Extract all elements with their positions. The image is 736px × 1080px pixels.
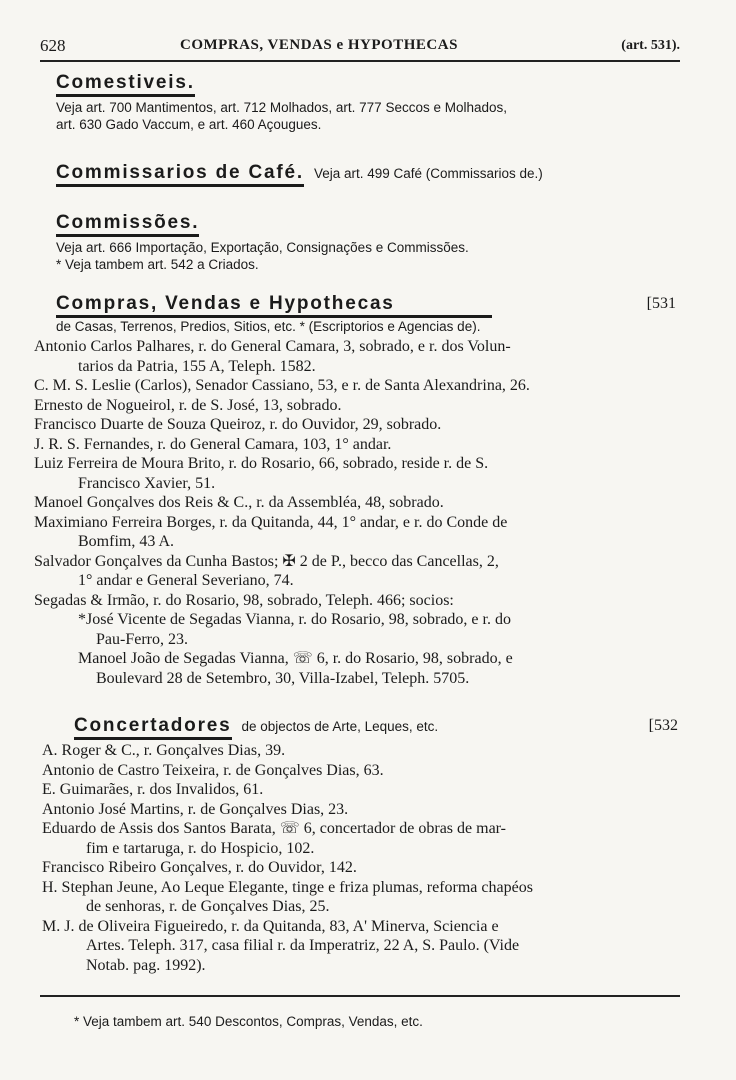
list-item-continuation: Pau-Ferro, 23.: [96, 630, 188, 648]
list-item-continuation: Boulevard 28 de Setembro, 30, Villa-Izabel, Teleph. 5705.: [96, 669, 470, 687]
compras-list: [34, 337, 680, 688]
section-commissarios: [56, 162, 676, 187]
list-item: Ernesto de Nogueirol, r. de S. José, 13, sobrado.: [34, 396, 342, 414]
list-item: A. Roger & C., r. Gonçalves Dias, 39.: [42, 742, 286, 759]
article-reference: (art. 531).: [621, 38, 680, 53]
body-line: art. 630 Gado Vaccum, e art. 460 Açougues.: [56, 117, 322, 132]
list-item: E. Guimarães, r. dos Invalidos, 61.: [42, 781, 264, 798]
section-body: [56, 239, 676, 273]
section-intro: de Casas, Terrenos, Predios, Sitios, etc. * (Escriptorios e Agencias de).: [56, 319, 481, 334]
header-rule: [40, 60, 680, 62]
list-item: Francisco Ribeiro Gonçalves, r. do Ouvidor, 142.: [42, 859, 357, 876]
list-item-continuation: de senhoras, r. de Gonçalves Dias, 25.: [86, 898, 330, 915]
body-line: Veja art. 700 Mantimentos, art. 712 Molhados, art. 777 Seccos e Molhados,: [56, 100, 508, 115]
body-line: * Veja tambem art. 542 a Criados.: [56, 257, 259, 272]
article-number: [531: [646, 295, 676, 312]
section-comestiveis: [56, 72, 676, 133]
list-item-continuation: tarios da Patria, 155 A, Teleph. 1582.: [78, 357, 316, 375]
list-subitem: Manoel João de Segadas Vianna, ☏ 6, r. do Rosario, 98, sobrado, e: [78, 650, 513, 667]
list-item-continuation: Artes. Teleph. 317, casa filial r. da Imperatriz, 22 A, S. Paulo. (Vide: [86, 937, 520, 954]
section-compras: [56, 293, 676, 335]
list-item-continuation: Notab. pag. 1992).: [86, 956, 206, 974]
section-note: de objectos de Arte, Leques, etc.: [241, 719, 439, 734]
list-item-continuation: fim e tartaruga, r. do Hospicio, 102.: [86, 839, 315, 857]
list-item: Manoel Gonçalves dos Reis & C., r. da Assembléa, 48, sobrado.: [34, 494, 444, 511]
page-number: 628: [40, 36, 66, 55]
footer-rule: [40, 995, 680, 997]
list-item: C. M. S. Leslie (Carlos), Senador Cassiano, 53, e r. de Santa Alexandrina, 26.: [34, 377, 530, 394]
list-subitem: *José Vicente de Segadas Vianna, r. do Rosario, 98, sobrado, e r. do: [78, 611, 511, 628]
section-heading: Commissarios de Café.: [56, 162, 304, 187]
section-commissoes: [56, 212, 676, 273]
article-number: [532: [648, 717, 678, 734]
list-item: Antonio José Martins, r. de Gonçalves Dias, 23.: [42, 800, 349, 818]
section-heading: Concertadores: [74, 715, 232, 740]
body-line: Veja art. 666 Importação, Exportação, Consignações e Commissões.: [56, 240, 469, 255]
list-item: Salvador Gonçalves da Cunha Bastos; ✠ 2 de P., becco das Cancellas, 2,: [34, 552, 499, 570]
footnote: * Veja tambem art. 540 Descontos, Compras, Vendas, etc.: [74, 1014, 423, 1029]
list-item: J. R. S. Fernandes, r. do General Camara, 103, 1° andar.: [34, 435, 392, 453]
section-heading: Commissões.: [56, 212, 199, 237]
running-title: COMPRAS, VENDAS e HYPOTHECAS: [180, 37, 458, 53]
list-item: Maximiano Ferreira Borges, r. da Quitanda, 44, 1° andar, e r. do Conde de: [34, 513, 508, 531]
list-item-continuation: Bomfim, 43 A.: [78, 533, 175, 550]
page-header: [40, 36, 680, 58]
concertadores-list: [42, 741, 680, 975]
section-body: [56, 99, 676, 133]
list-item-continuation: Francisco Xavier, 51.: [78, 474, 216, 492]
section-heading: Comestiveis.: [56, 72, 195, 97]
list-item: Antonio de Castro Teixeira, r. de Gonçalves Dias, 63.: [42, 761, 384, 779]
list-item-continuation: 1° andar e General Severiano, 74.: [78, 572, 294, 589]
list-item: Segadas & Irmão, r. do Rosario, 98, sobrado, Teleph. 466; socios:: [34, 591, 454, 609]
section-note: Veja art. 499 Café (Commissarios de.): [313, 166, 543, 181]
list-item: Luiz Ferreira de Moura Brito, r. do Rosario, 66, sobrado, reside r. de S.: [34, 455, 489, 472]
list-item: M. J. de Oliveira Figueiredo, r. da Quitanda, 83, A' Minerva, Sciencia e: [42, 917, 499, 935]
list-item: Eduardo de Assis dos Santos Barata, ☏ 6, concertador de obras de mar-: [42, 820, 507, 837]
section-heading: Compras, Vendas e Hypothecas: [56, 293, 492, 318]
list-item: H. Stephan Jeune, Ao Leque Elegante, tinge e friza plumas, reforma chapéos: [42, 878, 533, 896]
list-item: Francisco Duarte de Souza Queiroz, r. do Ouvidor, 29, sobrado.: [34, 416, 442, 433]
section-concertadores: [74, 715, 678, 740]
list-item: Antonio Carlos Palhares, r. do General Camara, 3, sobrado, e r. dos Volun-: [34, 338, 511, 355]
